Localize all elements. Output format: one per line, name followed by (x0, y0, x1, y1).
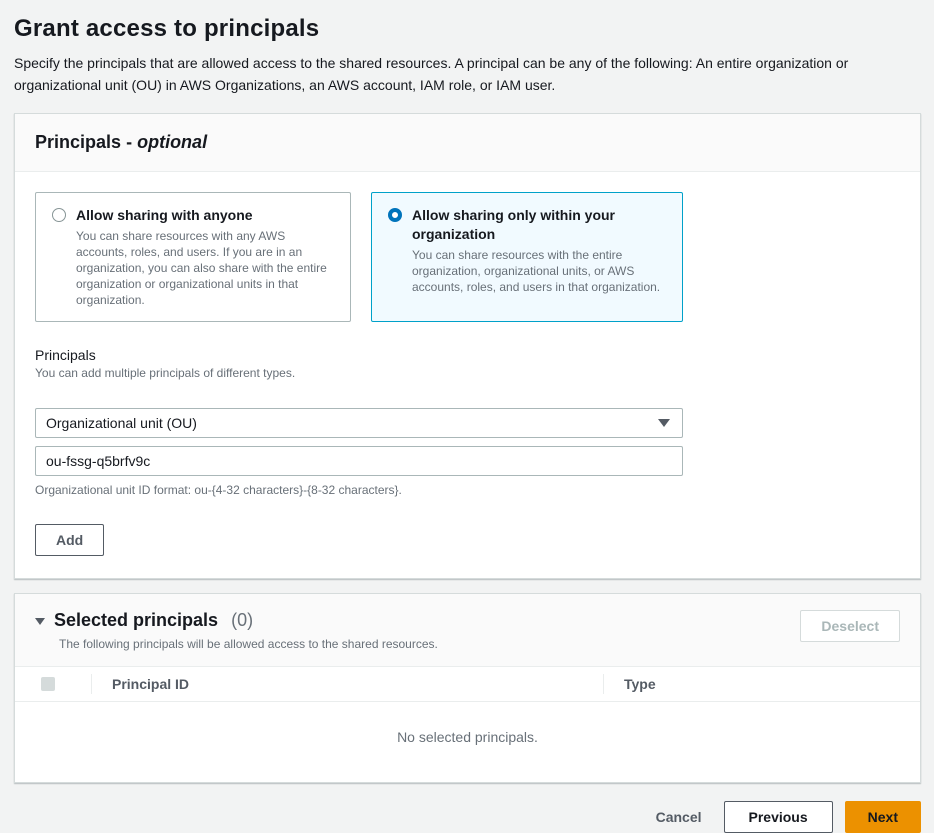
cancel-button[interactable]: Cancel (646, 803, 712, 831)
deselect-button[interactable]: Deselect (800, 610, 900, 642)
principals-field-label: Principals (35, 347, 96, 363)
selected-principals-title: Selected principals (54, 610, 219, 630)
sharing-scope-options (35, 192, 900, 322)
table-empty-state: No selected principals. (397, 729, 538, 745)
caret-down-icon (658, 419, 670, 427)
selected-principals-section (14, 593, 921, 783)
radio-tile-allow-anyone-label: Allow sharing with anyone (76, 207, 253, 223)
principal-id-constraint: Organizational unit ID format: ou-{4-32 characters}-{8-32 characters}. (35, 483, 402, 497)
radio-tile-allow-anyone-description: You can share resources with any AWS accounts, roles, and users. If you are in an organization, you can also share with the entire organization or organizational units in that organization. (76, 229, 327, 307)
column-header-type: Type (603, 674, 920, 694)
page-title: Grant access to principals (14, 15, 320, 42)
principals-section-header (15, 114, 920, 172)
collapse-caret-icon[interactable] (35, 618, 45, 625)
wizard-footer (14, 801, 921, 833)
add-button[interactable]: Add (35, 524, 104, 556)
next-button[interactable]: Next (845, 801, 921, 833)
radio-tile-within-organization-label: Allow sharing only within your organization (412, 207, 616, 242)
principals-section (14, 113, 921, 579)
radio-tile-allow-anyone[interactable] (35, 192, 351, 322)
selected-principals-header (15, 594, 920, 667)
principal-id-input[interactable] (35, 446, 683, 476)
select-all-checkbox[interactable] (41, 677, 55, 691)
principals-section-body (15, 172, 920, 578)
principal-type-select[interactable] (35, 408, 683, 438)
column-header-principal-id: Principal ID (91, 674, 603, 694)
radio-within-organization[interactable] (388, 208, 402, 222)
principal-type-select-value: Organizational unit (OU) (46, 415, 197, 431)
radio-tile-within-organization-description: You can share resources with the entire organization, organizational units, or AWS accounts, roles, and users in that organization. (412, 248, 661, 294)
radio-tile-within-organization[interactable] (371, 192, 683, 322)
selected-principals-description: The following principals will be allowed access to the shared resources. (59, 637, 438, 651)
previous-button[interactable]: Previous (724, 801, 833, 833)
radio-allow-anyone[interactable] (52, 208, 66, 222)
principals-section-title: Principals - optional (35, 132, 208, 152)
page-description: Specify the principals that are allowed access to the shared resources. A principal can be any of the following: An entire organization or organizational unit (OU) in AWS Organizations, an AWS account, IAM role, or IAM user. (14, 55, 849, 93)
selected-principals-count: (0) (231, 610, 254, 630)
selected-principals-table-header (15, 667, 920, 702)
principals-field-help: You can add multiple principals of different types. (35, 366, 296, 380)
optional-label: optional (137, 132, 208, 152)
